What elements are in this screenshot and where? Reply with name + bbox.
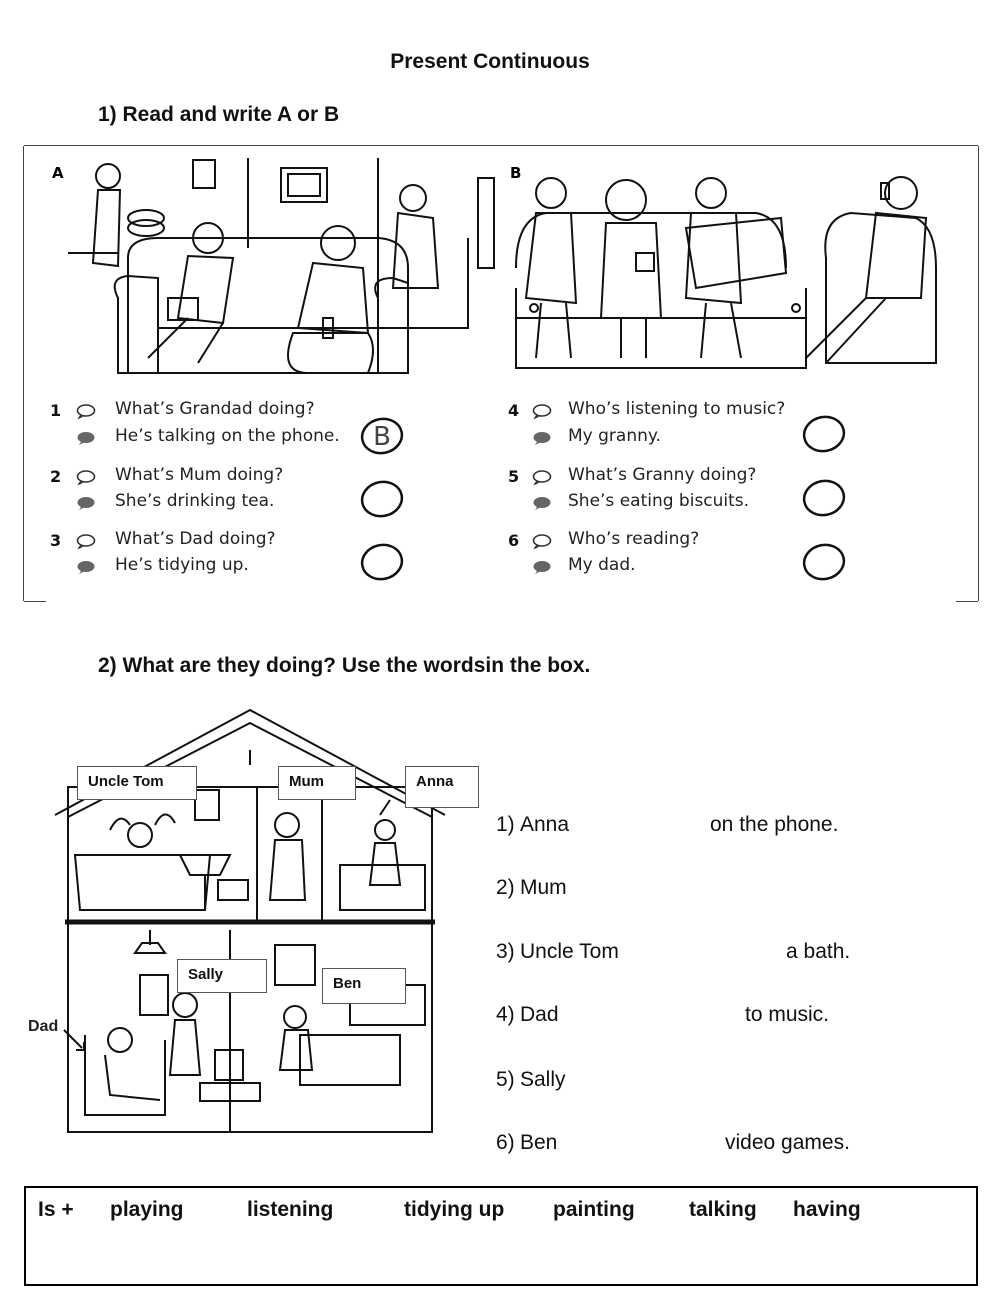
word-box-word: painting [553, 1198, 635, 1221]
picture-a [48, 158, 498, 383]
answer-circle[interactable] [802, 478, 846, 518]
answer-bubble-icon [532, 560, 552, 575]
label-anna: Anna [405, 766, 479, 808]
item-number: 5 [508, 467, 520, 486]
speech-bubble-icon [532, 404, 552, 419]
sentence-ending: to music. [745, 1003, 830, 1026]
answer-text: She’s eating biscuits. [568, 491, 750, 511]
picture-b [506, 158, 946, 383]
sentence-ending: video games. [725, 1131, 850, 1154]
item-number: 1 [50, 401, 62, 420]
speech-bubble-icon [76, 534, 96, 549]
speech-bubble-icon [76, 404, 96, 419]
frame-corner-right [956, 601, 978, 602]
label-ben: Ben [322, 968, 406, 1004]
sentence-number: 3) [496, 940, 515, 963]
house-illustration [50, 705, 480, 1135]
item-number: 4 [508, 401, 520, 420]
question-text: Who’s reading? [568, 529, 700, 549]
question-text: What’s Granny doing? [568, 465, 757, 485]
speech-bubble-icon [532, 534, 552, 549]
answer-bubble-icon [532, 496, 552, 511]
word-box-word: talking [689, 1198, 757, 1221]
sentence-ending: a bath. [786, 940, 851, 963]
sentence-number: 2) [496, 876, 515, 899]
word-box-word: playing [110, 1198, 184, 1221]
answer-circle[interactable] [802, 542, 846, 582]
label-mum: Mum [278, 766, 356, 800]
answer-circle[interactable] [802, 414, 846, 454]
picture-a-label: A [52, 164, 64, 182]
answer-text: He’s tidying up. [115, 555, 249, 575]
label-dad: Dad [28, 1018, 59, 1035]
exercise-1-frame [24, 145, 978, 601]
answer-circle[interactable] [360, 542, 404, 582]
sentence-subject: Uncle Tom [520, 940, 619, 963]
sentence-subject: Sally [520, 1068, 566, 1091]
sentence-subject: Mum [520, 876, 567, 899]
word-box-word: having [793, 1198, 861, 1221]
label-uncle-tom: Uncle Tom [77, 766, 197, 800]
item-number: 3 [50, 531, 62, 550]
section-2-heading: 2) What are they doing? Use the wordsin the box. [98, 654, 591, 677]
sentence-number: 1) [496, 813, 515, 836]
sentence-number: 6) [496, 1131, 515, 1154]
item-number: 6 [508, 531, 520, 550]
speech-bubble-icon [532, 470, 552, 485]
question-text: Who’s listening to music? [568, 399, 786, 419]
speech-bubble-icon [76, 470, 96, 485]
frame-corner-left [24, 601, 46, 602]
arrow-icon [62, 1028, 92, 1058]
frame-right-border [978, 146, 979, 601]
living-room-a-illustration [48, 158, 498, 383]
word-box-word: listening [247, 1198, 334, 1221]
frame-left-border [23, 146, 24, 601]
sentence-number: 5) [496, 1068, 515, 1091]
written-answer: B [373, 422, 391, 452]
answer-circle[interactable] [360, 479, 404, 519]
answer-text: My dad. [568, 555, 636, 575]
answer-text: He’s talking on the phone. [115, 426, 340, 446]
answer-text: My granny. [568, 426, 661, 446]
word-box-word: tidying up [404, 1198, 505, 1221]
word-box-prefix: Is + [38, 1198, 74, 1221]
page-title: Present Continuous [390, 50, 590, 73]
question-text: What’s Dad doing? [115, 529, 276, 549]
answer-bubble-icon [76, 496, 96, 511]
sentence-number: 4) [496, 1003, 515, 1026]
question-text: What’s Grandad doing? [115, 399, 315, 419]
sentence-ending: on the phone. [710, 813, 839, 836]
answer-bubble-icon [76, 431, 96, 446]
answer-bubble-icon [76, 560, 96, 575]
answer-text: She’s drinking tea. [115, 491, 275, 511]
living-room-b-illustration [506, 158, 946, 383]
sentence-subject: Anna [520, 813, 570, 836]
sentence-subject: Dad [520, 1003, 559, 1026]
answer-circle[interactable] [360, 416, 404, 456]
section-1-heading: 1) Read and write A or B [98, 103, 340, 126]
sentence-subject: Ben [520, 1131, 558, 1154]
question-text: What’s Mum doing? [115, 465, 284, 485]
answer-bubble-icon [532, 431, 552, 446]
label-sally: Sally [177, 959, 267, 993]
picture-b-label: B [510, 164, 522, 182]
item-number: 2 [50, 467, 62, 486]
